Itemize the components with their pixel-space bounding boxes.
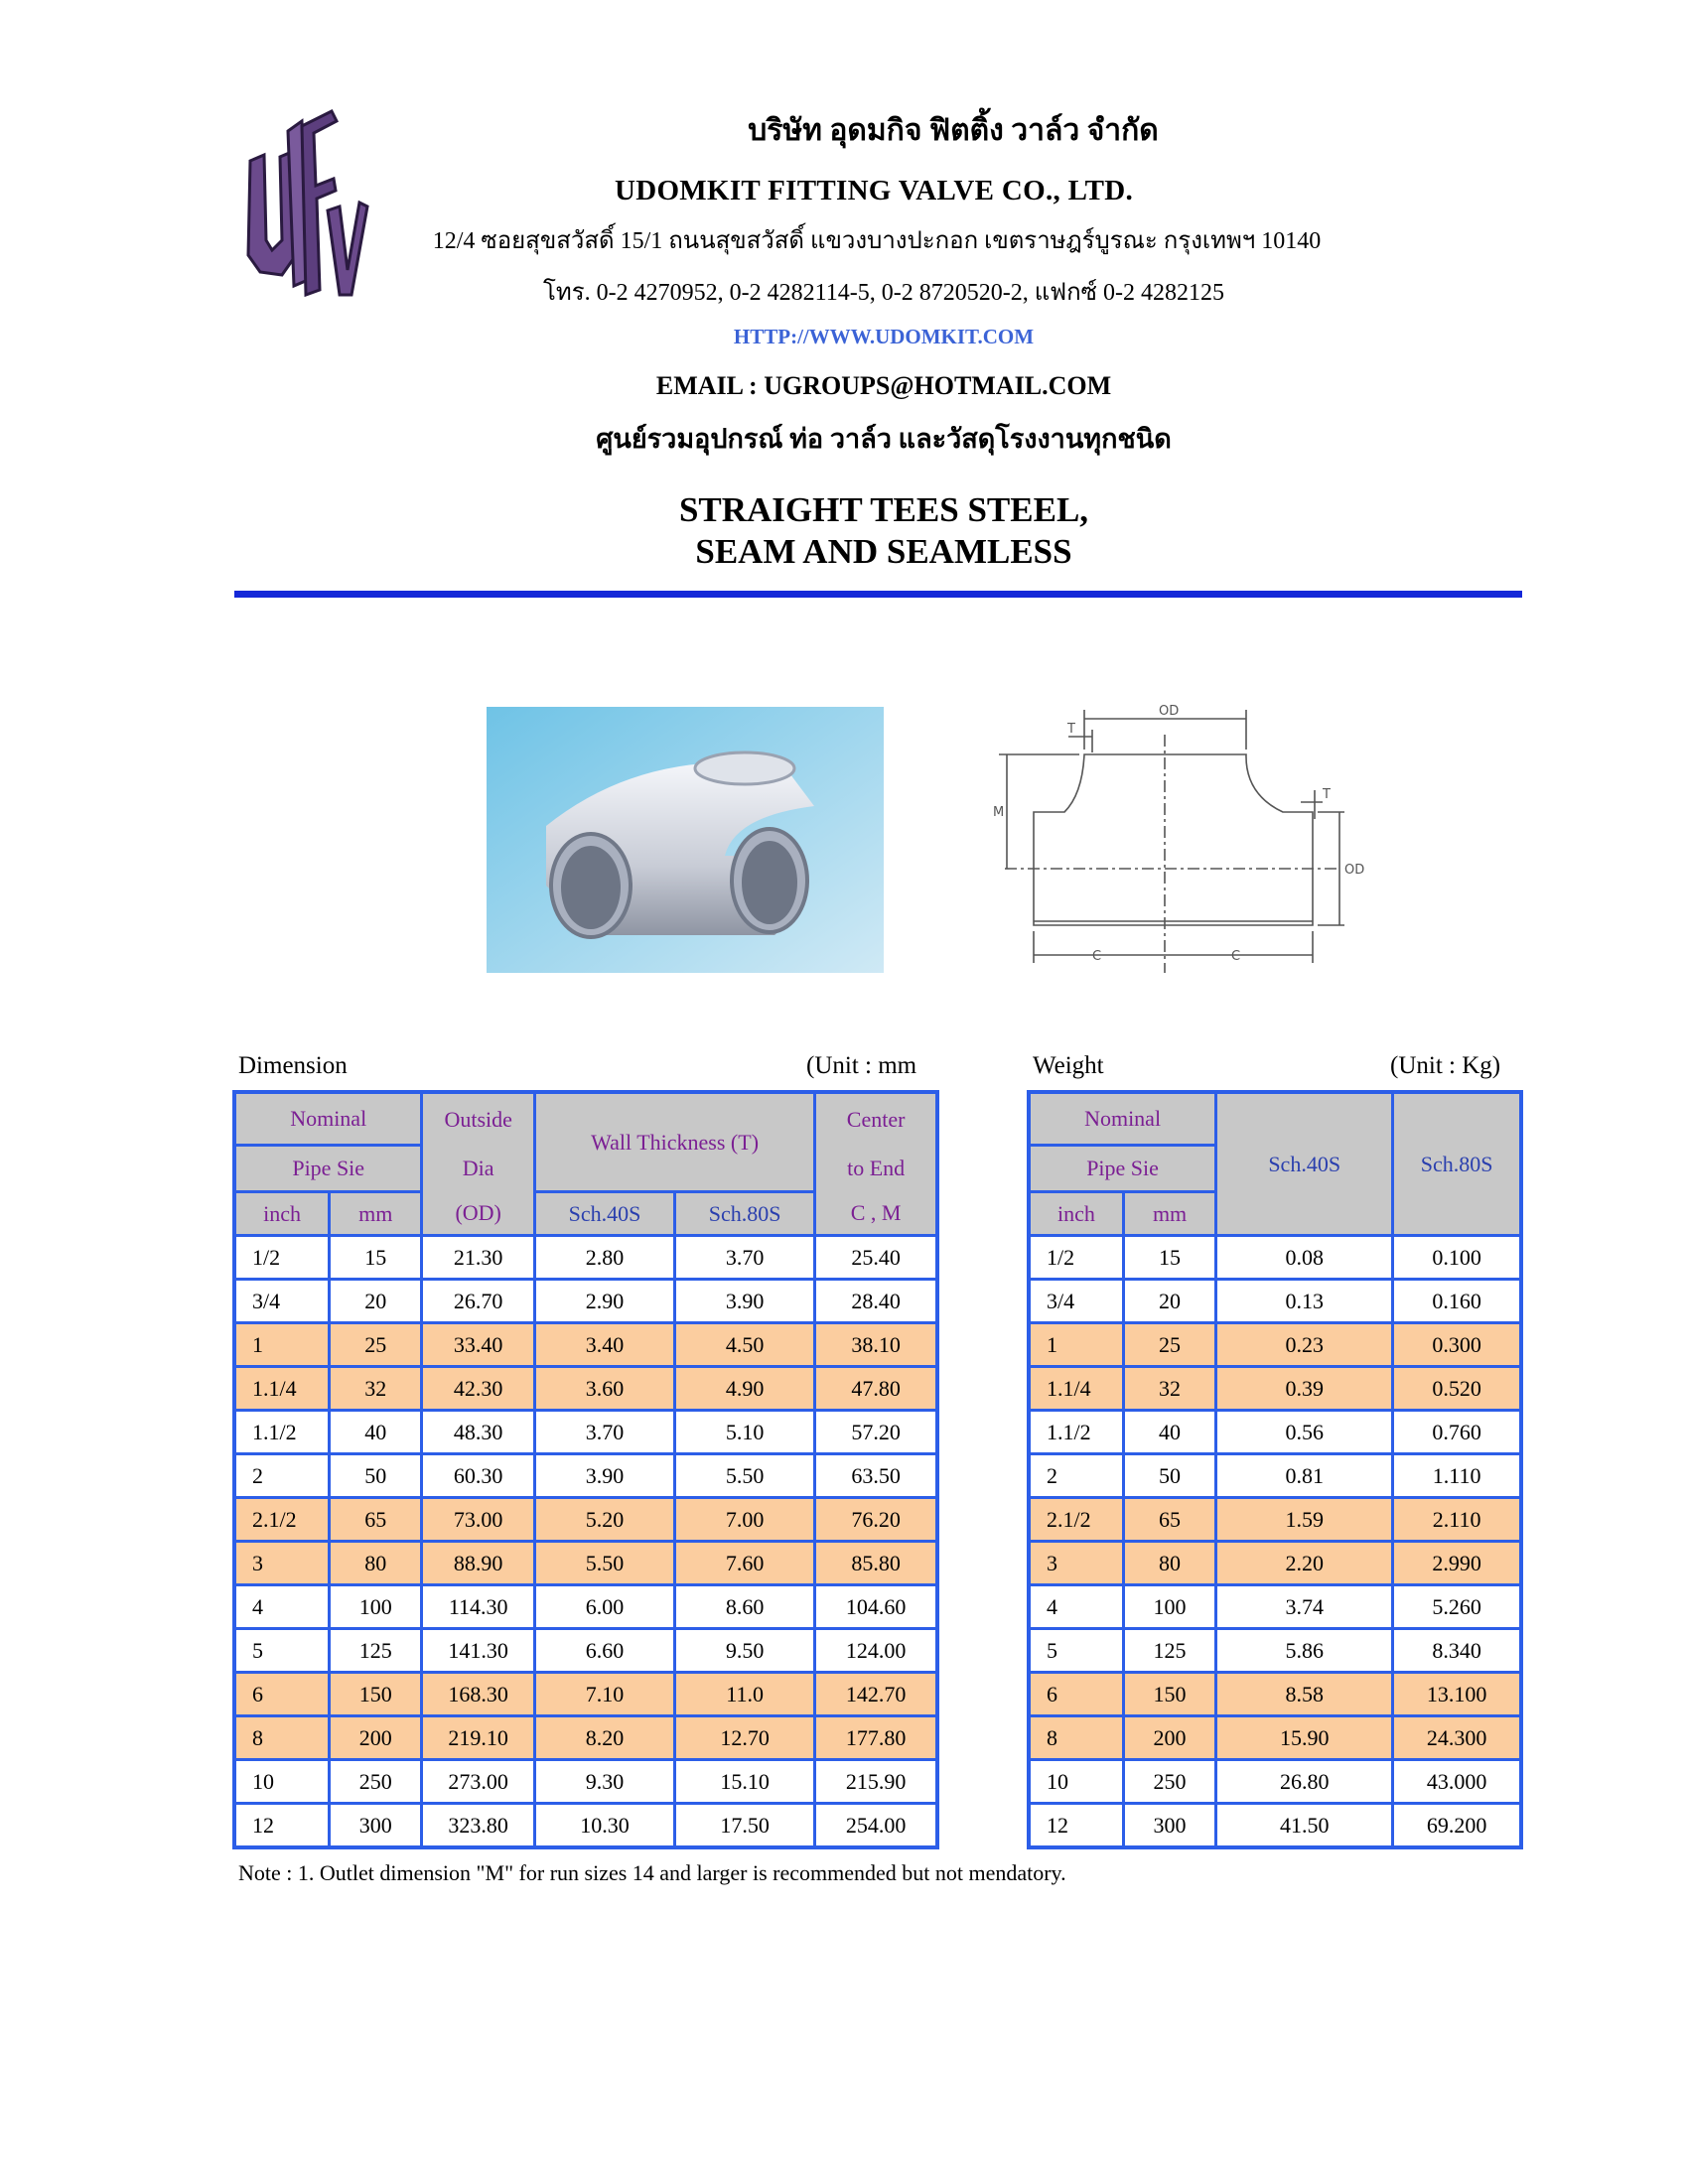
dimension-cell-mm: 25: [330, 1323, 422, 1367]
dimension-cell-s40: 3.90: [534, 1454, 674, 1498]
dimension-cell-inch: 2: [234, 1454, 330, 1498]
dimension-cell-s80: 7.60: [675, 1542, 815, 1585]
weight-cell-s80: 5.260: [1393, 1585, 1521, 1629]
weight-cell-inch: 2: [1029, 1454, 1123, 1498]
drawing-od-label-right: OD: [1344, 863, 1365, 878]
weight-cell-mm: 150: [1123, 1673, 1215, 1716]
dimension-cell-inch: 8: [234, 1716, 330, 1760]
dimension-row: [234, 1585, 937, 1629]
weight-cell-s40: 0.23: [1216, 1323, 1393, 1367]
dimension-cell-od: 323.80: [422, 1804, 535, 1848]
tee-dimension-drawing: [985, 695, 1392, 983]
dimension-cell-inch: 1.1/4: [234, 1367, 330, 1411]
dimension-cell-mm: 100: [330, 1585, 422, 1629]
dimension-cell-c: 215.90: [815, 1760, 937, 1804]
weight-cell-inch: 4: [1029, 1585, 1123, 1629]
dimension-cell-c: 57.20: [815, 1411, 937, 1454]
weight-row: [1029, 1673, 1521, 1716]
dimension-cell-s80: 11.0: [675, 1673, 815, 1716]
drawing-c-label-right: C: [1231, 949, 1241, 964]
dimension-cell-od: 168.30: [422, 1673, 535, 1716]
weight-cell-inch: 3/4: [1029, 1280, 1123, 1323]
drawing-m-label: M: [993, 805, 1005, 820]
dimension-cell-inch: 1/2: [234, 1236, 330, 1280]
weight-cell-mm: 80: [1123, 1542, 1215, 1585]
dimension-cell-od: 48.30: [422, 1411, 535, 1454]
weight-row: [1029, 1542, 1521, 1585]
header-sch80: Sch.80S: [675, 1192, 815, 1236]
dimension-row: [234, 1804, 937, 1848]
dimension-cell-c: 28.40: [815, 1280, 937, 1323]
dimension-cell-c: 85.80: [815, 1542, 937, 1585]
dimension-cell-inch: 1.1/2: [234, 1411, 330, 1454]
header-outside-line2: Dia: [422, 1146, 535, 1192]
dimension-cell-od: 141.30: [422, 1629, 535, 1673]
weight-cell-s80: 0.100: [1393, 1236, 1521, 1280]
weight-row: [1029, 1629, 1521, 1673]
dimension-cell-inch: 3: [234, 1542, 330, 1585]
dimension-cell-s80: 5.10: [675, 1411, 815, 1454]
dimension-cell-c: 177.80: [815, 1716, 937, 1760]
dimension-cell-od: 33.40: [422, 1323, 535, 1367]
dimension-cell-c: 104.60: [815, 1585, 937, 1629]
dimension-row: [234, 1673, 937, 1716]
dimension-table: [232, 1090, 939, 1849]
weight-cell-s40: 15.90: [1216, 1716, 1393, 1760]
dimension-cell-mm: 300: [330, 1804, 422, 1848]
dimension-cell-s80: 3.70: [675, 1236, 815, 1280]
dimension-cell-inch: 4: [234, 1585, 330, 1629]
weight-cell-mm: 20: [1123, 1280, 1215, 1323]
weight-row: [1029, 1498, 1521, 1542]
weight-cell-mm: 250: [1123, 1760, 1215, 1804]
dimension-cell-inch: 2.1/2: [234, 1498, 330, 1542]
dimension-row: [234, 1716, 937, 1760]
dimension-cell-od: 42.30: [422, 1367, 535, 1411]
drawing-c-label-left: C: [1092, 949, 1102, 964]
dimension-row: [234, 1542, 937, 1585]
dimension-cell-inch: 12: [234, 1804, 330, 1848]
company-name-english: UDOMKIT FITTING VALVE CO., LTD.: [614, 175, 1134, 206]
dimension-row: [234, 1411, 937, 1454]
weight-cell-s40: 41.50: [1216, 1804, 1393, 1848]
company-address: 12/4 ซอยสุขสวัสดิ์ 15/1 ถนนสุขสวัสดิ์ แขวงบางปะกอก เขตราษฎร์บูรณะ กรุงเทพฯ 10140: [432, 228, 1322, 254]
dimension-cell-od: 114.30: [422, 1585, 535, 1629]
dimension-cell-c: 254.00: [815, 1804, 937, 1848]
weight-row: [1029, 1760, 1521, 1804]
company-phone: โทร. 0-2 4270952, 0-2 4282114-5, 0-2 8720520-2, แฟกซ์ 0-2 4282125: [543, 280, 1224, 306]
weight-cell-s40: 2.20: [1216, 1542, 1393, 1585]
dimension-cell-s40: 6.60: [534, 1629, 674, 1673]
dimension-cell-od: 219.10: [422, 1716, 535, 1760]
weight-cell-s80: 0.300: [1393, 1323, 1521, 1367]
weight-caption: Weight: [1033, 1052, 1104, 1079]
weight-row: [1029, 1585, 1521, 1629]
dimension-cell-s40: 8.20: [534, 1716, 674, 1760]
dimension-cell-mm: 50: [330, 1454, 422, 1498]
dimension-cell-mm: 80: [330, 1542, 422, 1585]
dimension-cell-c: 142.70: [815, 1673, 937, 1716]
dimension-cell-inch: 3/4: [234, 1280, 330, 1323]
dimension-cell-mm: 15: [330, 1236, 422, 1280]
dimension-cell-s40: 3.70: [534, 1411, 674, 1454]
tee-fitting-photo: [487, 707, 884, 973]
dimension-cell-c: 76.20: [815, 1498, 937, 1542]
weight-cell-s80: 24.300: [1393, 1716, 1521, 1760]
dimension-cell-mm: 150: [330, 1673, 422, 1716]
weight-cell-s40: 0.56: [1216, 1411, 1393, 1454]
title-divider: [234, 591, 1522, 598]
weight-header-nominal-line2: Pipe Sie: [1029, 1146, 1216, 1192]
weight-cell-s80: 69.200: [1393, 1804, 1521, 1848]
dimension-cell-inch: 5: [234, 1629, 330, 1673]
dimension-row: [234, 1454, 937, 1498]
dimension-caption: Dimension: [238, 1052, 348, 1079]
weight-table: [1027, 1090, 1523, 1849]
weight-cell-mm: 25: [1123, 1323, 1215, 1367]
header-nominal-line1: Nominal: [234, 1092, 422, 1146]
dimension-cell-s80: 5.50: [675, 1454, 815, 1498]
weight-cell-inch: 1: [1029, 1323, 1123, 1367]
weight-row: [1029, 1236, 1521, 1280]
weight-cell-s40: 0.08: [1216, 1236, 1393, 1280]
weight-header-sch80: Sch.80S: [1393, 1092, 1521, 1236]
header-center-line3: C , M: [815, 1192, 937, 1236]
weight-cell-s80: 0.160: [1393, 1280, 1521, 1323]
dimension-cell-c: 63.50: [815, 1454, 937, 1498]
weight-header-mm: mm: [1123, 1192, 1215, 1236]
page-title-line-1: STRAIGHT TEES STEEL,: [678, 490, 1089, 529]
weight-cell-mm: 15: [1123, 1236, 1215, 1280]
dimension-cell-c: 25.40: [815, 1236, 937, 1280]
drawing-t-label-top: T: [1067, 722, 1075, 737]
drawing-od-label-top: OD: [1159, 704, 1180, 719]
dimension-cell-s40: 2.90: [534, 1280, 674, 1323]
dimension-cell-od: 21.30: [422, 1236, 535, 1280]
dimension-cell-s80: 7.00: [675, 1498, 815, 1542]
dimension-cell-s40: 9.30: [534, 1760, 674, 1804]
dimension-cell-mm: 125: [330, 1629, 422, 1673]
dimension-cell-c: 124.00: [815, 1629, 937, 1673]
weight-row: [1029, 1280, 1521, 1323]
dimension-cell-od: 273.00: [422, 1760, 535, 1804]
dimension-cell-s80: 3.90: [675, 1280, 815, 1323]
dimension-cell-mm: 250: [330, 1760, 422, 1804]
weight-header-sch40: Sch.40S: [1216, 1092, 1393, 1236]
weight-cell-s80: 43.000: [1393, 1760, 1521, 1804]
weight-cell-s40: 0.81: [1216, 1454, 1393, 1498]
weight-cell-inch: 2.1/2: [1029, 1498, 1123, 1542]
company-logo: [242, 91, 369, 310]
dimension-row: [234, 1498, 937, 1542]
dimension-cell-inch: 10: [234, 1760, 330, 1804]
weight-header-inch: inch: [1029, 1192, 1123, 1236]
weight-cell-s40: 8.58: [1216, 1673, 1393, 1716]
dimension-row: [234, 1323, 937, 1367]
dimension-cell-s80: 4.50: [675, 1323, 815, 1367]
weight-cell-s40: 3.74: [1216, 1585, 1393, 1629]
weight-cell-mm: 300: [1123, 1804, 1215, 1848]
dimension-cell-s40: 5.50: [534, 1542, 674, 1585]
dimension-cell-mm: 32: [330, 1367, 422, 1411]
weight-row: [1029, 1323, 1521, 1367]
weight-cell-inch: 1.1/4: [1029, 1367, 1123, 1411]
weight-cell-s80: 1.110: [1393, 1454, 1521, 1498]
dimension-cell-s80: 12.70: [675, 1716, 815, 1760]
dimension-cell-s40: 10.30: [534, 1804, 674, 1848]
weight-cell-mm: 40: [1123, 1411, 1215, 1454]
dimension-cell-c: 47.80: [815, 1367, 937, 1411]
dimension-cell-mm: 20: [330, 1280, 422, 1323]
weight-cell-inch: 5: [1029, 1629, 1123, 1673]
weight-cell-s80: 13.100: [1393, 1673, 1521, 1716]
dimension-cell-s80: 4.90: [675, 1367, 815, 1411]
dimension-cell-od: 88.90: [422, 1542, 535, 1585]
weight-cell-s40: 0.39: [1216, 1367, 1393, 1411]
dimension-row: [234, 1236, 937, 1280]
dimension-cell-s80: 17.50: [675, 1804, 815, 1848]
weight-cell-s80: 0.520: [1393, 1367, 1521, 1411]
dimension-cell-inch: 6: [234, 1673, 330, 1716]
header-center-line2: to End: [815, 1146, 937, 1192]
dimension-cell-inch: 1: [234, 1323, 330, 1367]
page-title-line-2: SEAM AND SEAMLESS: [695, 532, 1072, 571]
dimension-cell-s80: 8.60: [675, 1585, 815, 1629]
website-link[interactable]: HTTP://WWW.UDOMKIT.COM: [733, 325, 1035, 348]
header-wall-thickness: Wall Thickness (T): [534, 1092, 814, 1192]
dimension-cell-s40: 3.40: [534, 1323, 674, 1367]
weight-cell-inch: 10: [1029, 1760, 1123, 1804]
header-outside-line1: Outside: [422, 1092, 535, 1146]
weight-cell-inch: 1.1/2: [1029, 1411, 1123, 1454]
dimension-cell-od: 60.30: [422, 1454, 535, 1498]
weight-row: [1029, 1411, 1521, 1454]
weight-cell-inch: 6: [1029, 1673, 1123, 1716]
dimension-cell-c: 38.10: [815, 1323, 937, 1367]
weight-cell-mm: 65: [1123, 1498, 1215, 1542]
dimension-unit: (Unit : mm: [806, 1052, 917, 1079]
dimension-cell-s40: 3.60: [534, 1367, 674, 1411]
weight-header-nominal-line1: Nominal: [1029, 1092, 1216, 1146]
weight-cell-s40: 0.13: [1216, 1280, 1393, 1323]
header-sch40: Sch.40S: [534, 1192, 674, 1236]
dimension-cell-mm: 200: [330, 1716, 422, 1760]
weight-cell-inch: 1/2: [1029, 1236, 1123, 1280]
dimension-cell-mm: 65: [330, 1498, 422, 1542]
dimension-cell-s80: 9.50: [675, 1629, 815, 1673]
weight-cell-mm: 200: [1123, 1716, 1215, 1760]
weight-cell-s40: 5.86: [1216, 1629, 1393, 1673]
weight-cell-s40: 26.80: [1216, 1760, 1393, 1804]
dimension-cell-s40: 5.20: [534, 1498, 674, 1542]
weight-cell-s80: 2.110: [1393, 1498, 1521, 1542]
company-email: EMAIL : UGROUPS@HOTMAIL.COM: [655, 371, 1112, 400]
weight-cell-mm: 125: [1123, 1629, 1215, 1673]
weight-row: [1029, 1804, 1521, 1848]
drawing-t-label-right: T: [1323, 787, 1331, 802]
dimension-cell-od: 26.70: [422, 1280, 535, 1323]
weight-cell-mm: 100: [1123, 1585, 1215, 1629]
dimension-row: [234, 1367, 937, 1411]
weight-unit: (Unit : Kg): [1390, 1052, 1501, 1079]
weight-cell-inch: 3: [1029, 1542, 1123, 1585]
header-nominal-line2: Pipe Sie: [234, 1146, 422, 1192]
weight-cell-s80: 2.990: [1393, 1542, 1521, 1585]
company-name-thai: บริษัท อุดมกิจ ฟิตติ้ง วาล์ว จำกัด: [748, 114, 1159, 147]
dimension-cell-s40: 2.80: [534, 1236, 674, 1280]
dimension-cell-od: 73.00: [422, 1498, 535, 1542]
dimension-cell-mm: 40: [330, 1411, 422, 1454]
header-outside-line3: (OD): [422, 1192, 535, 1236]
weight-cell-s80: 8.340: [1393, 1629, 1521, 1673]
weight-cell-s80: 0.760: [1393, 1411, 1521, 1454]
dimension-row: [234, 1760, 937, 1804]
weight-cell-mm: 50: [1123, 1454, 1215, 1498]
dimension-row: [234, 1280, 937, 1323]
weight-cell-s40: 1.59: [1216, 1498, 1393, 1542]
header-center-line1: Center: [815, 1092, 937, 1146]
weight-cell-inch: 12: [1029, 1804, 1123, 1848]
weight-row: [1029, 1454, 1521, 1498]
footnote: Note : 1. Outlet dimension "M" for run sizes 14 and larger is recommended but not mendatory.: [238, 1860, 1066, 1885]
header-mm: mm: [330, 1192, 422, 1236]
weight-row: [1029, 1716, 1521, 1760]
dimension-cell-s40: 6.00: [534, 1585, 674, 1629]
weight-cell-inch: 8: [1029, 1716, 1123, 1760]
dimension-cell-s80: 15.10: [675, 1760, 815, 1804]
weight-row: [1029, 1367, 1521, 1411]
header-inch: inch: [234, 1192, 330, 1236]
weight-cell-mm: 32: [1123, 1367, 1215, 1411]
dimension-cell-s40: 7.10: [534, 1673, 674, 1716]
company-slogan: ศูนย์รวมอุปกรณ์ ท่อ วาล์ว และวัสดุโรงงานทุกชนิด: [596, 424, 1172, 454]
dimension-row: [234, 1629, 937, 1673]
